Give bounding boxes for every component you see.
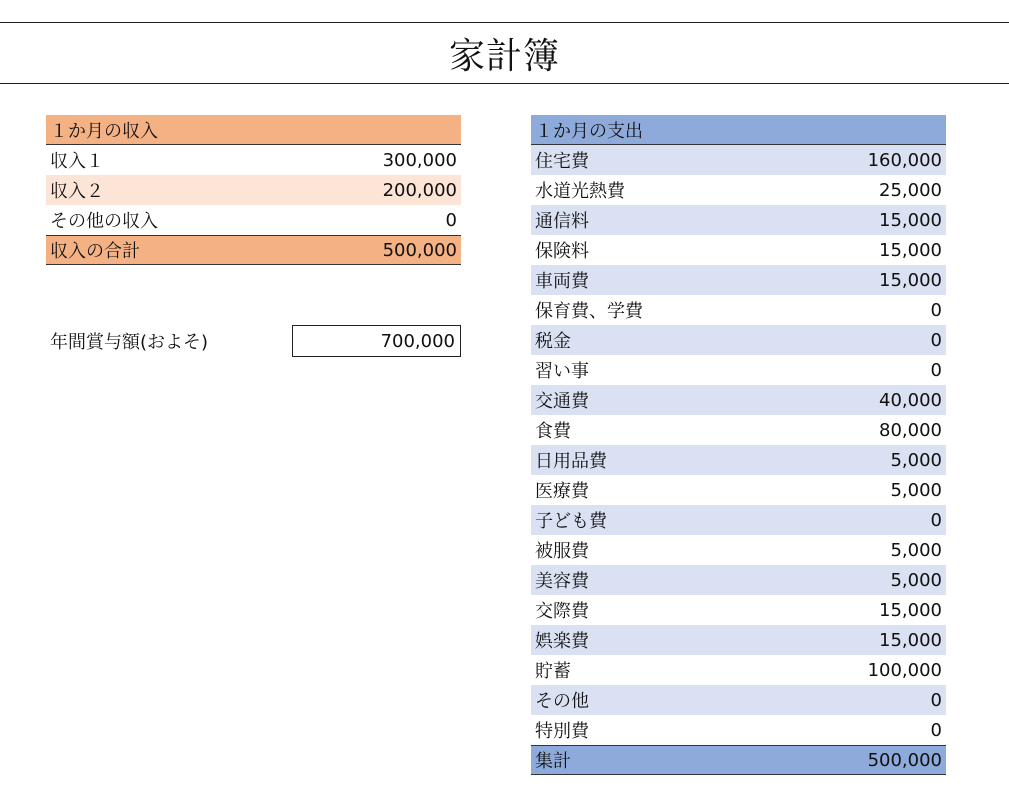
expense-label: 特別費 — [535, 721, 589, 742]
bonus-input[interactable] — [292, 325, 461, 357]
expense-row[interactable] — [531, 685, 946, 715]
expense-label: 美容費 — [535, 571, 589, 592]
income-header — [46, 115, 461, 145]
expense-row[interactable] — [531, 325, 946, 355]
title-bar — [0, 22, 1009, 84]
expense-label: 食費 — [535, 421, 571, 442]
income-total-label: 収入の合計 — [50, 241, 140, 262]
expense-value[interactable]: 15,000 — [879, 269, 942, 291]
expense-value[interactable]: 5,000 — [890, 569, 942, 591]
expense-label: 税金 — [535, 331, 571, 352]
expense-label: 娯楽費 — [535, 631, 589, 652]
income-value[interactable]: 0 — [445, 209, 457, 231]
expense-label: 被服費 — [535, 541, 589, 562]
expense-row[interactable] — [531, 235, 946, 265]
expense-label: 習い事 — [535, 361, 589, 382]
expense-row[interactable] — [531, 715, 946, 745]
expense-row[interactable] — [531, 205, 946, 235]
expense-value[interactable]: 5,000 — [890, 479, 942, 501]
income-row[interactable] — [46, 145, 461, 175]
expense-value[interactable]: 0 — [930, 689, 942, 711]
income-row[interactable] — [46, 175, 461, 205]
expense-label: 交通費 — [535, 391, 589, 412]
expense-row[interactable] — [531, 445, 946, 475]
expense-total-row — [531, 745, 946, 775]
expense-row[interactable] — [531, 265, 946, 295]
expense-value[interactable]: 15,000 — [879, 599, 942, 621]
expense-label: 子ども費 — [535, 511, 607, 532]
expense-row[interactable] — [531, 355, 946, 385]
expense-row[interactable] — [531, 145, 946, 175]
income-table — [46, 115, 461, 265]
expense-value[interactable]: 160,000 — [867, 149, 942, 171]
expense-row[interactable] — [531, 535, 946, 565]
expense-label: 医療費 — [535, 481, 589, 502]
expense-value[interactable]: 25,000 — [879, 179, 942, 201]
expense-row[interactable] — [531, 415, 946, 445]
expense-total-value: 500,000 — [867, 749, 942, 771]
expense-row[interactable] — [531, 475, 946, 505]
expense-row[interactable] — [531, 595, 946, 625]
income-total-value: 500,000 — [382, 239, 457, 261]
expense-value[interactable]: 5,000 — [890, 539, 942, 561]
expense-label: 通信料 — [535, 211, 589, 232]
expense-value[interactable]: 0 — [930, 359, 942, 381]
expense-value[interactable]: 0 — [930, 509, 942, 531]
expense-table — [531, 115, 946, 775]
expense-total-label: 集計 — [535, 751, 571, 772]
expense-row[interactable] — [531, 565, 946, 595]
expense-row[interactable] — [531, 625, 946, 655]
expense-label: 水道光熱費 — [535, 181, 625, 202]
expense-value[interactable]: 0 — [930, 329, 942, 351]
expense-row[interactable] — [531, 385, 946, 415]
expense-value[interactable]: 15,000 — [879, 629, 942, 651]
expense-label: 住宅費 — [535, 151, 589, 172]
page-title: 家計簿 — [448, 35, 560, 77]
expense-label: 日用品費 — [535, 451, 607, 472]
expense-row[interactable] — [531, 295, 946, 325]
income-label: 収入１ — [50, 151, 104, 172]
bonus-label: 年間賞与額(およそ) — [50, 332, 209, 353]
expense-label: 車両費 — [535, 271, 589, 292]
income-row[interactable] — [46, 205, 461, 235]
expense-value[interactable]: 80,000 — [879, 419, 942, 441]
income-value[interactable]: 200,000 — [382, 179, 457, 201]
expense-value[interactable]: 15,000 — [879, 239, 942, 261]
expense-label: その他 — [535, 691, 589, 712]
expense-row[interactable] — [531, 175, 946, 205]
expense-label: 交際費 — [535, 601, 589, 622]
income-value[interactable]: 300,000 — [382, 149, 457, 171]
expense-label: 保育費、学費 — [535, 301, 643, 322]
expense-header — [531, 115, 946, 145]
expense-value[interactable]: 40,000 — [879, 389, 942, 411]
income-header-label: １か月の収入 — [50, 120, 158, 142]
expense-value[interactable]: 100,000 — [867, 659, 942, 681]
expense-row[interactable] — [531, 655, 946, 685]
income-total-row — [46, 235, 461, 265]
expense-value[interactable]: 0 — [930, 299, 942, 321]
income-label: その他の収入 — [50, 211, 158, 232]
bonus-value[interactable]: 700,000 — [380, 330, 455, 352]
expense-header-label: １か月の支出 — [535, 120, 643, 142]
expense-label: 貯蓄 — [535, 661, 571, 682]
expense-label: 保険料 — [535, 241, 589, 262]
expense-value[interactable]: 5,000 — [890, 449, 942, 471]
expense-row[interactable] — [531, 505, 946, 535]
expense-value[interactable]: 15,000 — [879, 209, 942, 231]
expense-value[interactable]: 0 — [930, 719, 942, 741]
income-label: 収入２ — [50, 181, 104, 202]
